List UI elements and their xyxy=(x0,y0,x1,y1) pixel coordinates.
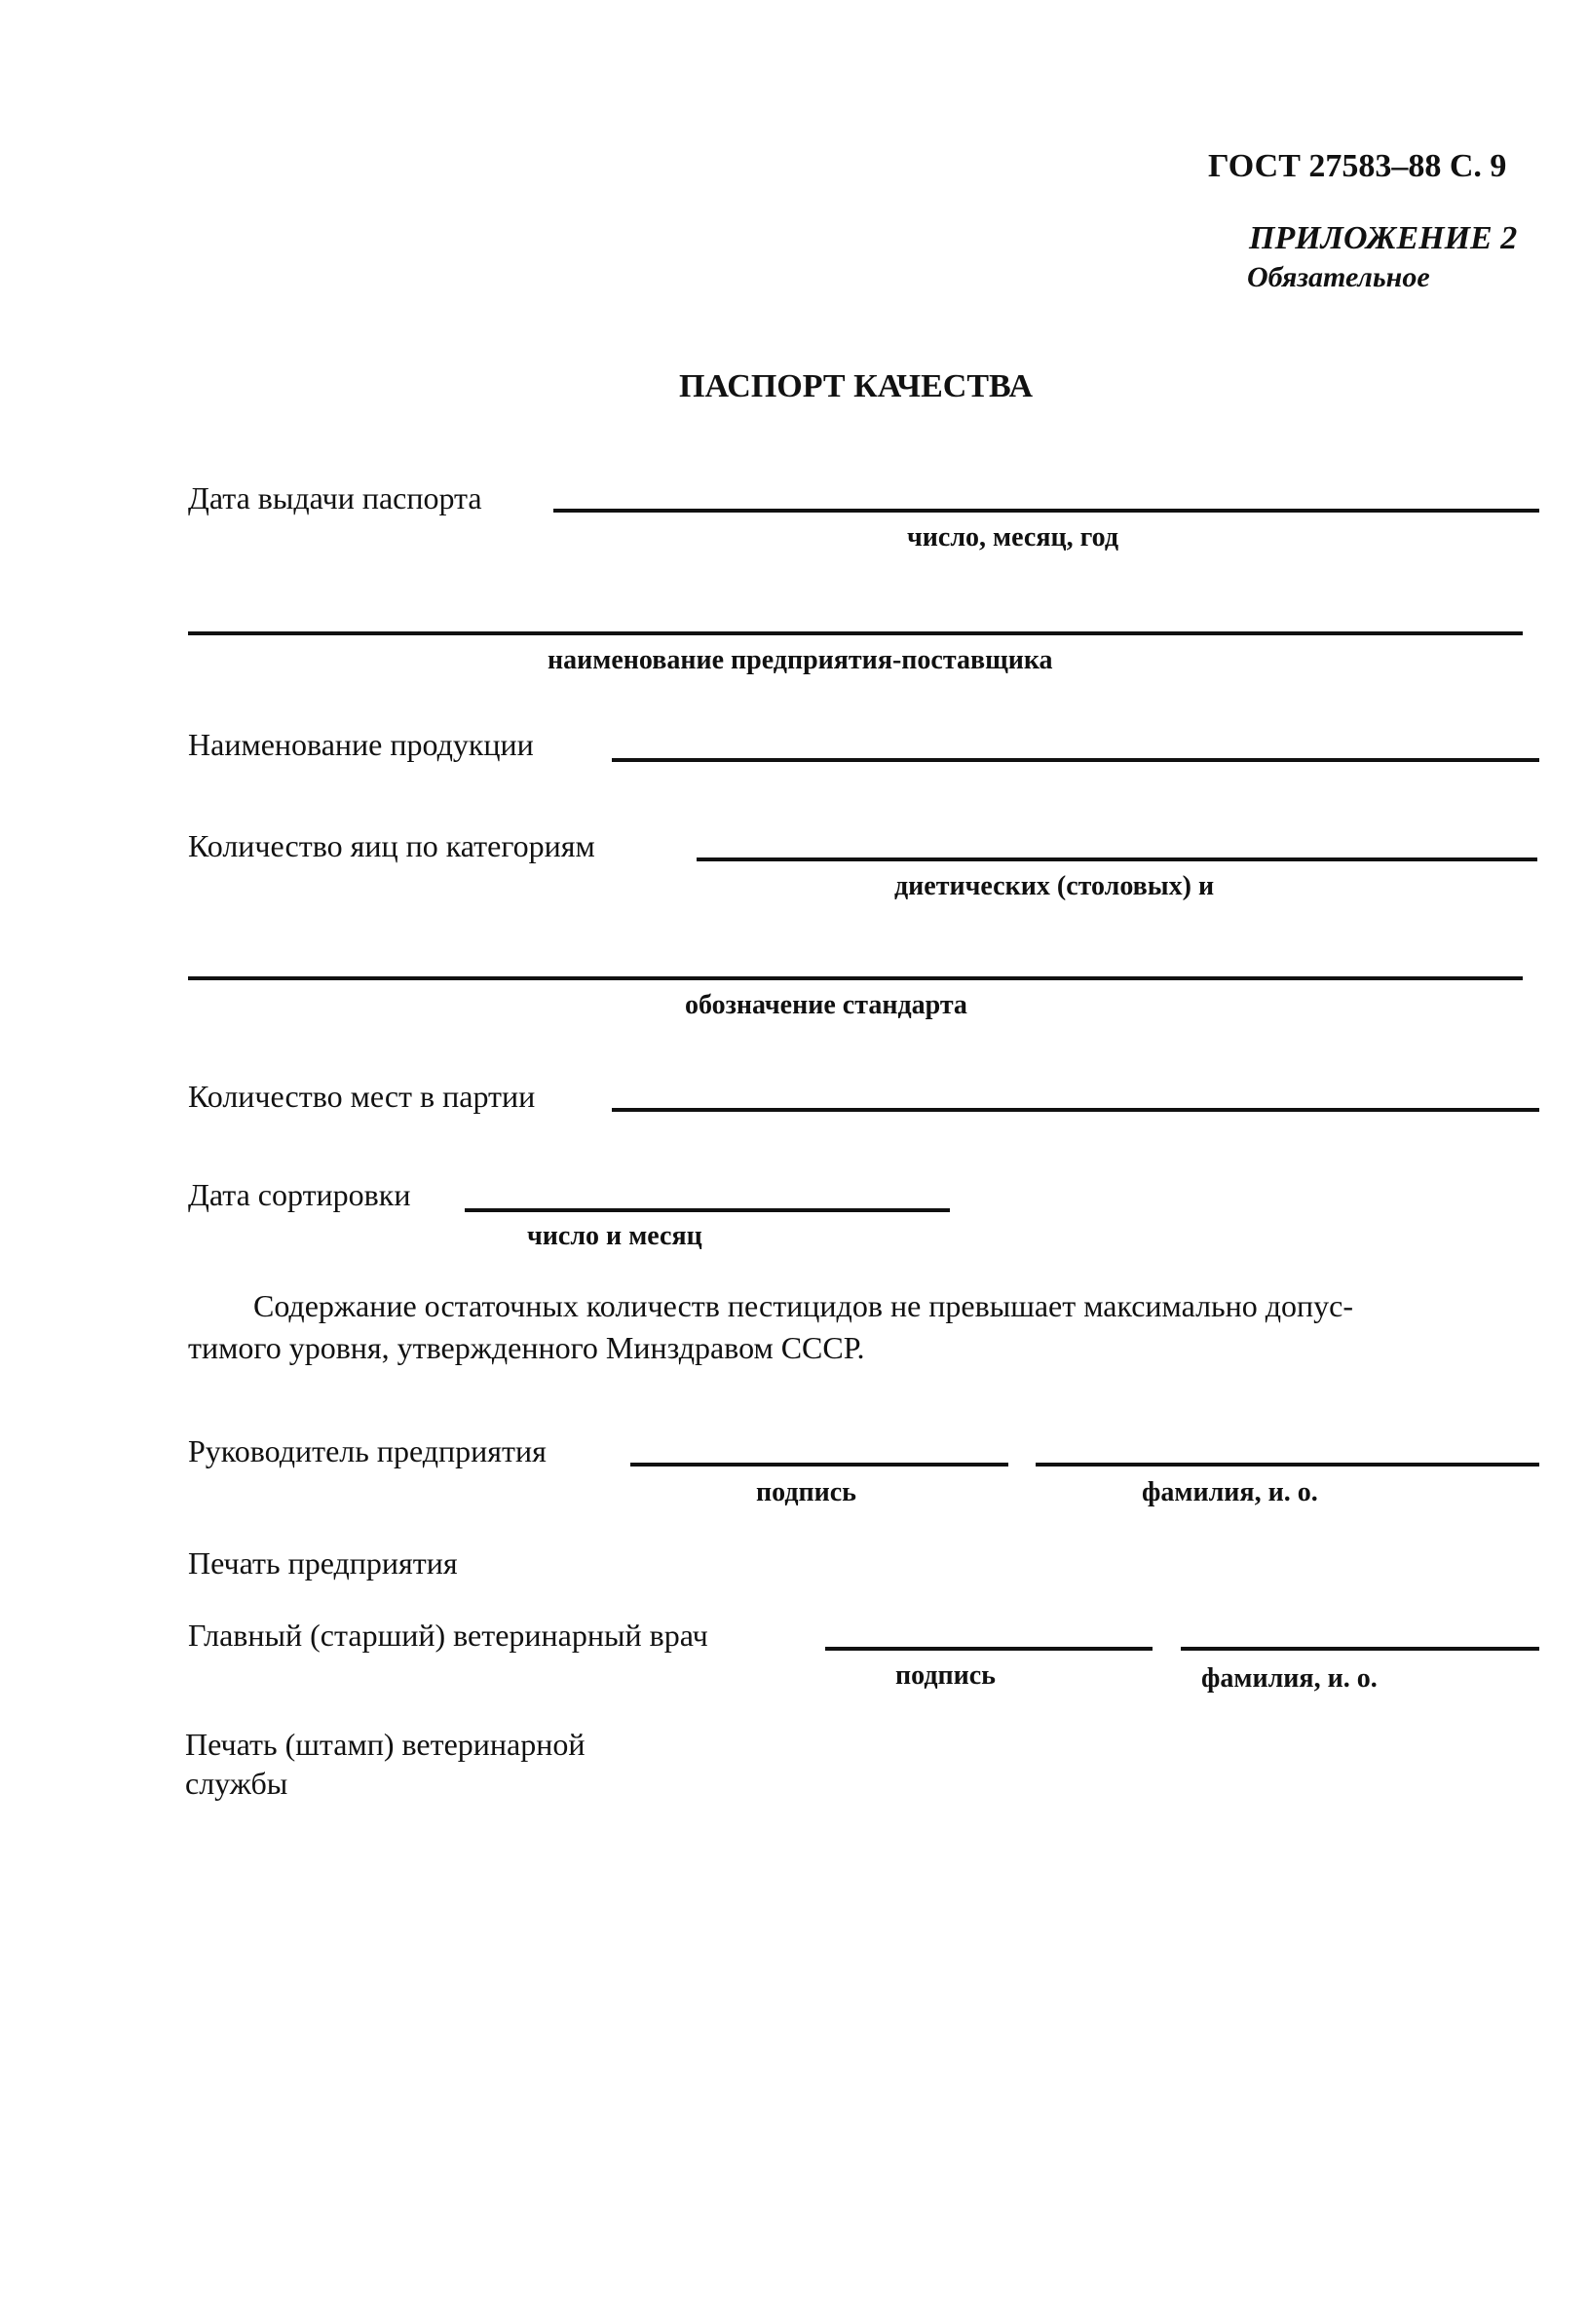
vet-signature-label: Главный (старший) ветеринарный врач xyxy=(188,1618,708,1653)
head-signature-label: Руководитель предприятия xyxy=(188,1433,547,1468)
vet-name-line xyxy=(1181,1647,1539,1651)
supplier-line xyxy=(188,631,1523,635)
head-sign-caption: подпись xyxy=(756,1477,856,1507)
sort-date-label: Дата сортировки xyxy=(188,1177,411,1212)
standard-reference: ГОСТ 27583–88 С. 9 xyxy=(1208,148,1507,184)
statement-line-2: тимого уровня, утвержденного Минздравом СССР. xyxy=(188,1330,865,1365)
product-name-label: Наименование продукции xyxy=(188,727,534,762)
statement-line-1: Содержание остаточных количеств пестицидов не превышает максимально допус- xyxy=(253,1288,1354,1323)
head-name-line xyxy=(1036,1463,1539,1467)
supplier-caption: наименование предприятия-поставщика xyxy=(548,645,1053,675)
enterprise-seal-label: Печать предприятия xyxy=(188,1545,458,1581)
sort-date-caption: число и месяц xyxy=(527,1221,702,1251)
standard-line xyxy=(188,976,1523,980)
vet-seal-label-line-2: службы xyxy=(185,1766,288,1801)
places-count-line xyxy=(612,1108,1539,1112)
vet-sign-caption: подпись xyxy=(895,1660,996,1691)
vet-sign-line xyxy=(825,1647,1153,1651)
egg-count-caption: диетических (столовых) и xyxy=(894,871,1215,901)
egg-count-label: Количество яиц по категориям xyxy=(188,828,595,863)
vet-seal-label-line-1: Печать (штамп) ветеринарной xyxy=(185,1727,586,1762)
appendix-label: ПРИЛОЖЕНИЕ 2 xyxy=(1249,220,1518,256)
issue-date-caption: число, месяц, год xyxy=(907,522,1118,552)
vet-name-caption: фамилия, и. о. xyxy=(1201,1663,1378,1694)
sort-date-line xyxy=(465,1208,950,1212)
issue-date-label: Дата выдачи паспорта xyxy=(188,480,482,515)
head-name-caption: фамилия, и. о. xyxy=(1142,1477,1318,1507)
issue-date-line xyxy=(553,509,1539,513)
page-title: ПАСПОРТ КАЧЕСТВА xyxy=(679,368,1034,404)
egg-count-line xyxy=(697,857,1537,861)
appendix-status: Обязательное xyxy=(1247,261,1430,293)
standard-caption: обозначение стандарта xyxy=(685,990,967,1020)
head-sign-line xyxy=(630,1463,1008,1467)
product-name-line xyxy=(612,758,1539,762)
places-count-label: Количество мест в партии xyxy=(188,1079,536,1114)
